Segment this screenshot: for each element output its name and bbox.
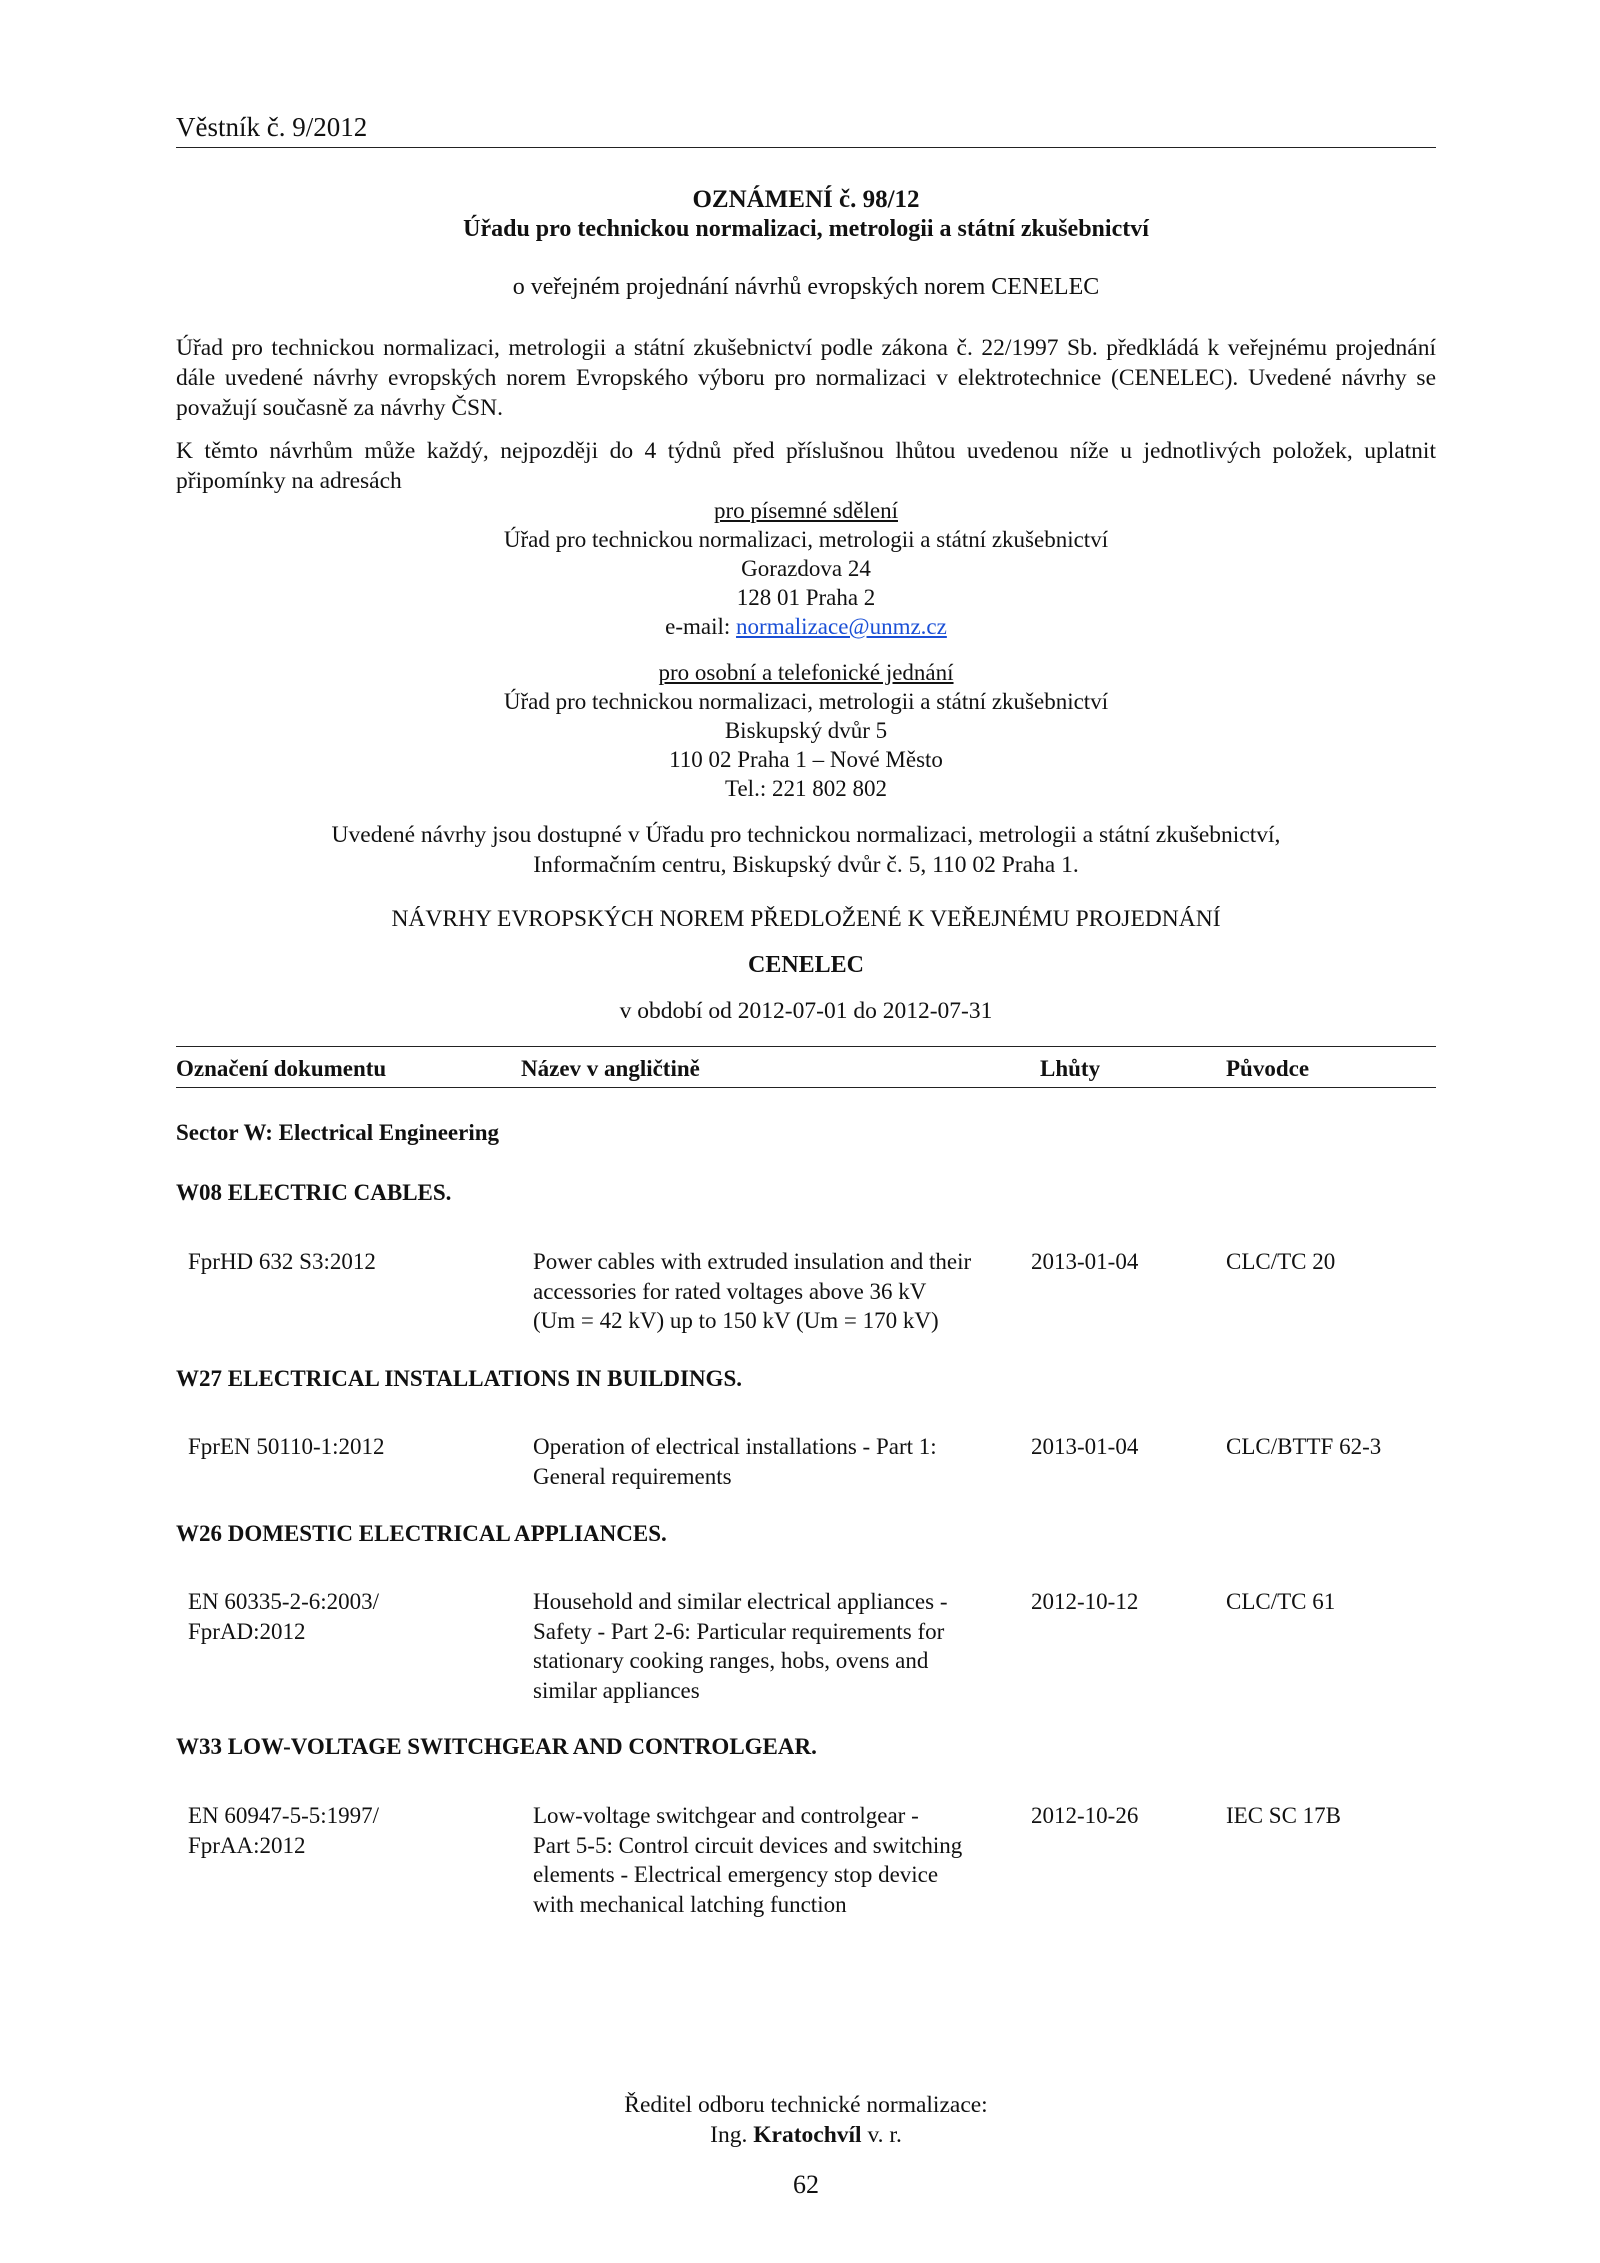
document-id-cell [188, 1801, 508, 1860]
availability-line-2: Informačním centru, Biskupský dvůr č. 5, 110 02 Praha 1. [533, 852, 1079, 878]
intro-paragraph: Úřad pro technickou normalizaci, metrologii a státní zkušebnictví podle zákona č. 22/1997 Sb. předkládá k veřejnému projednání dále uvedené návrhy evropských norem Evropského výboru pro normalizaci v elektrotechnice (CENELEC). Uvedené návrhy se považují současně za návrhy ČSN. [176, 335, 1436, 421]
announcement-title: OZNÁMENÍ č. 98/12 [692, 186, 920, 213]
announcement-subtitle: o veřejném projednání návrhů evropských norem CENELEC [512, 274, 1100, 300]
title-line: Safety - Part 2-6: Particular requirements for [533, 1618, 945, 1644]
signature-block [176, 2090, 1436, 2150]
personal-contact-city: 110 02 Praha 1 – Nové Město [669, 747, 943, 772]
comments-paragraph: K těmto návrhům může každý, nejpozději do 4 týdnů před příslušnou lhůtou uvedenou níže u jednotlivých položek, uplatnit připomínky na adresách [176, 438, 1436, 494]
signatory-name: Kratochvíl [753, 2122, 862, 2148]
organization-heading: CENELEC [747, 952, 865, 978]
english-title-cell [533, 1432, 1023, 1491]
title-line: with mechanical latching function [533, 1891, 847, 1917]
column-header-originator: Původce [1226, 1056, 1310, 1081]
group-heading: W27 ELECTRICAL INSTALLATIONS IN BUILDINGS. [176, 1366, 742, 1391]
group-heading: W33 LOW-VOLTAGE SWITCHGEAR AND CONTROLGEAR. [176, 1734, 817, 1759]
column-header-deadline: Lhůty [1040, 1056, 1101, 1081]
email-link[interactable]: normalizace@unmz.cz [736, 614, 947, 639]
section-title: NÁVRHY EVROPSKÝCH NOREM PŘEDLOŽENÉ K VEŘEJNÉMU PROJEDNÁNÍ [391, 906, 1221, 932]
group-heading: W26 DOMESTIC ELECTRICAL APPLIANCES. [176, 1521, 667, 1546]
title-line: stationary cooking ranges, hobs, ovens and [533, 1648, 929, 1673]
personal-contact-heading: pro osobní a telefonické jednání [658, 660, 954, 685]
page-number: 62 [793, 2170, 819, 2199]
document-id-cell [188, 1247, 508, 1277]
english-title-cell [533, 1247, 1023, 1336]
document-id-line: FprAD:2012 [188, 1618, 306, 1644]
written-contact-heading: pro písemné sdělení [714, 498, 898, 523]
title-line: accessories for rated voltages above 36 kV [533, 1278, 927, 1304]
written-contact-office: Úřad pro technickou normalizaci, metrologii a státní zkušebnictví [503, 527, 1109, 552]
issuing-office: Úřadu pro technickou normalizaci, metrologii a státní zkušebnictví [463, 216, 1149, 242]
column-header-title: Název v angličtině [521, 1056, 700, 1081]
deadline-cell: 2013-01-04 [1031, 1434, 1139, 1459]
title-line: Part 5-5: Control circuit devices and switching [533, 1832, 963, 1858]
title-line: Low-voltage switchgear and controlgear - [533, 1803, 919, 1828]
originator-cell: IEC SC 17B [1226, 1803, 1342, 1828]
column-header-document: Označení dokumentu [176, 1056, 387, 1081]
email-label: e-mail: [665, 614, 737, 639]
signatory-suffix: v. r. [861, 2122, 902, 2148]
document-id-line: EN 60947-5-5:1997/ [188, 1803, 380, 1828]
written-contact-city: 128 01 Praha 2 [736, 585, 876, 610]
personal-contact-phone: Tel.: 221 802 802 [725, 776, 887, 801]
document-id-line: FprHD 632 S3:2012 [188, 1249, 376, 1274]
title-line: General requirements [533, 1463, 732, 1489]
written-contact-block [176, 496, 1436, 641]
signatory-name-line [176, 2120, 1436, 2150]
originator-cell: CLC/BTTF 62-3 [1226, 1434, 1382, 1459]
signatory-prefix: Ing. [710, 2122, 754, 2148]
english-title-cell [533, 1587, 1023, 1705]
availability-note [176, 820, 1436, 880]
page-header: Věstník č. 9/2012 [176, 112, 1436, 148]
deadline-cell: 2013-01-04 [1031, 1249, 1139, 1274]
originator-cell: CLC/TC 20 [1226, 1249, 1336, 1274]
title-line: elements - Electrical emergency stop device [533, 1862, 939, 1887]
signatory-role: Ředitel odboru technické normalizace: [624, 2092, 988, 2118]
title-line: Operation of electrical installations - Part 1: [533, 1434, 937, 1459]
document-id-cell [188, 1432, 508, 1462]
written-contact-email-line [176, 612, 1436, 641]
english-title-cell [533, 1801, 1023, 1919]
period-line: v období od 2012-07-01 do 2012-07-31 [619, 998, 993, 1024]
document-id-line: EN 60335-2-6:2003/ [188, 1589, 380, 1614]
group-heading: W08 ELECTRIC CABLES. [176, 1180, 452, 1205]
title-line: (Um = 42 kV) up to 150 kV (Um = 170 kV) [533, 1308, 939, 1333]
deadline-cell: 2012-10-26 [1031, 1803, 1139, 1828]
deadline-cell: 2012-10-12 [1031, 1589, 1139, 1614]
table-header [176, 1046, 1436, 1088]
personal-contact-block [176, 658, 1436, 803]
personal-contact-office: Úřad pro technickou normalizaci, metrologii a státní zkušebnictví [503, 689, 1109, 714]
title-line: similar appliances [533, 1677, 700, 1703]
originator-cell: CLC/TC 61 [1226, 1589, 1336, 1614]
title-line: Power cables with extruded insulation and their [533, 1249, 972, 1274]
document-id-line: FprEN 50110-1:2012 [188, 1434, 385, 1459]
document-id-line: FprAA:2012 [188, 1832, 306, 1858]
document-id-cell [188, 1587, 508, 1646]
written-contact-street: Gorazdova 24 [741, 556, 871, 581]
personal-contact-street: Biskupský dvůr 5 [724, 718, 888, 743]
sector-heading: Sector W: Electrical Engineering [176, 1120, 500, 1145]
availability-line-1: Uvedené návrhy jsou dostupné v Úřadu pro technickou normalizaci, metrologii a státní zkušebnictví, [331, 822, 1281, 848]
title-line: Household and similar electrical appliances - [533, 1589, 948, 1614]
